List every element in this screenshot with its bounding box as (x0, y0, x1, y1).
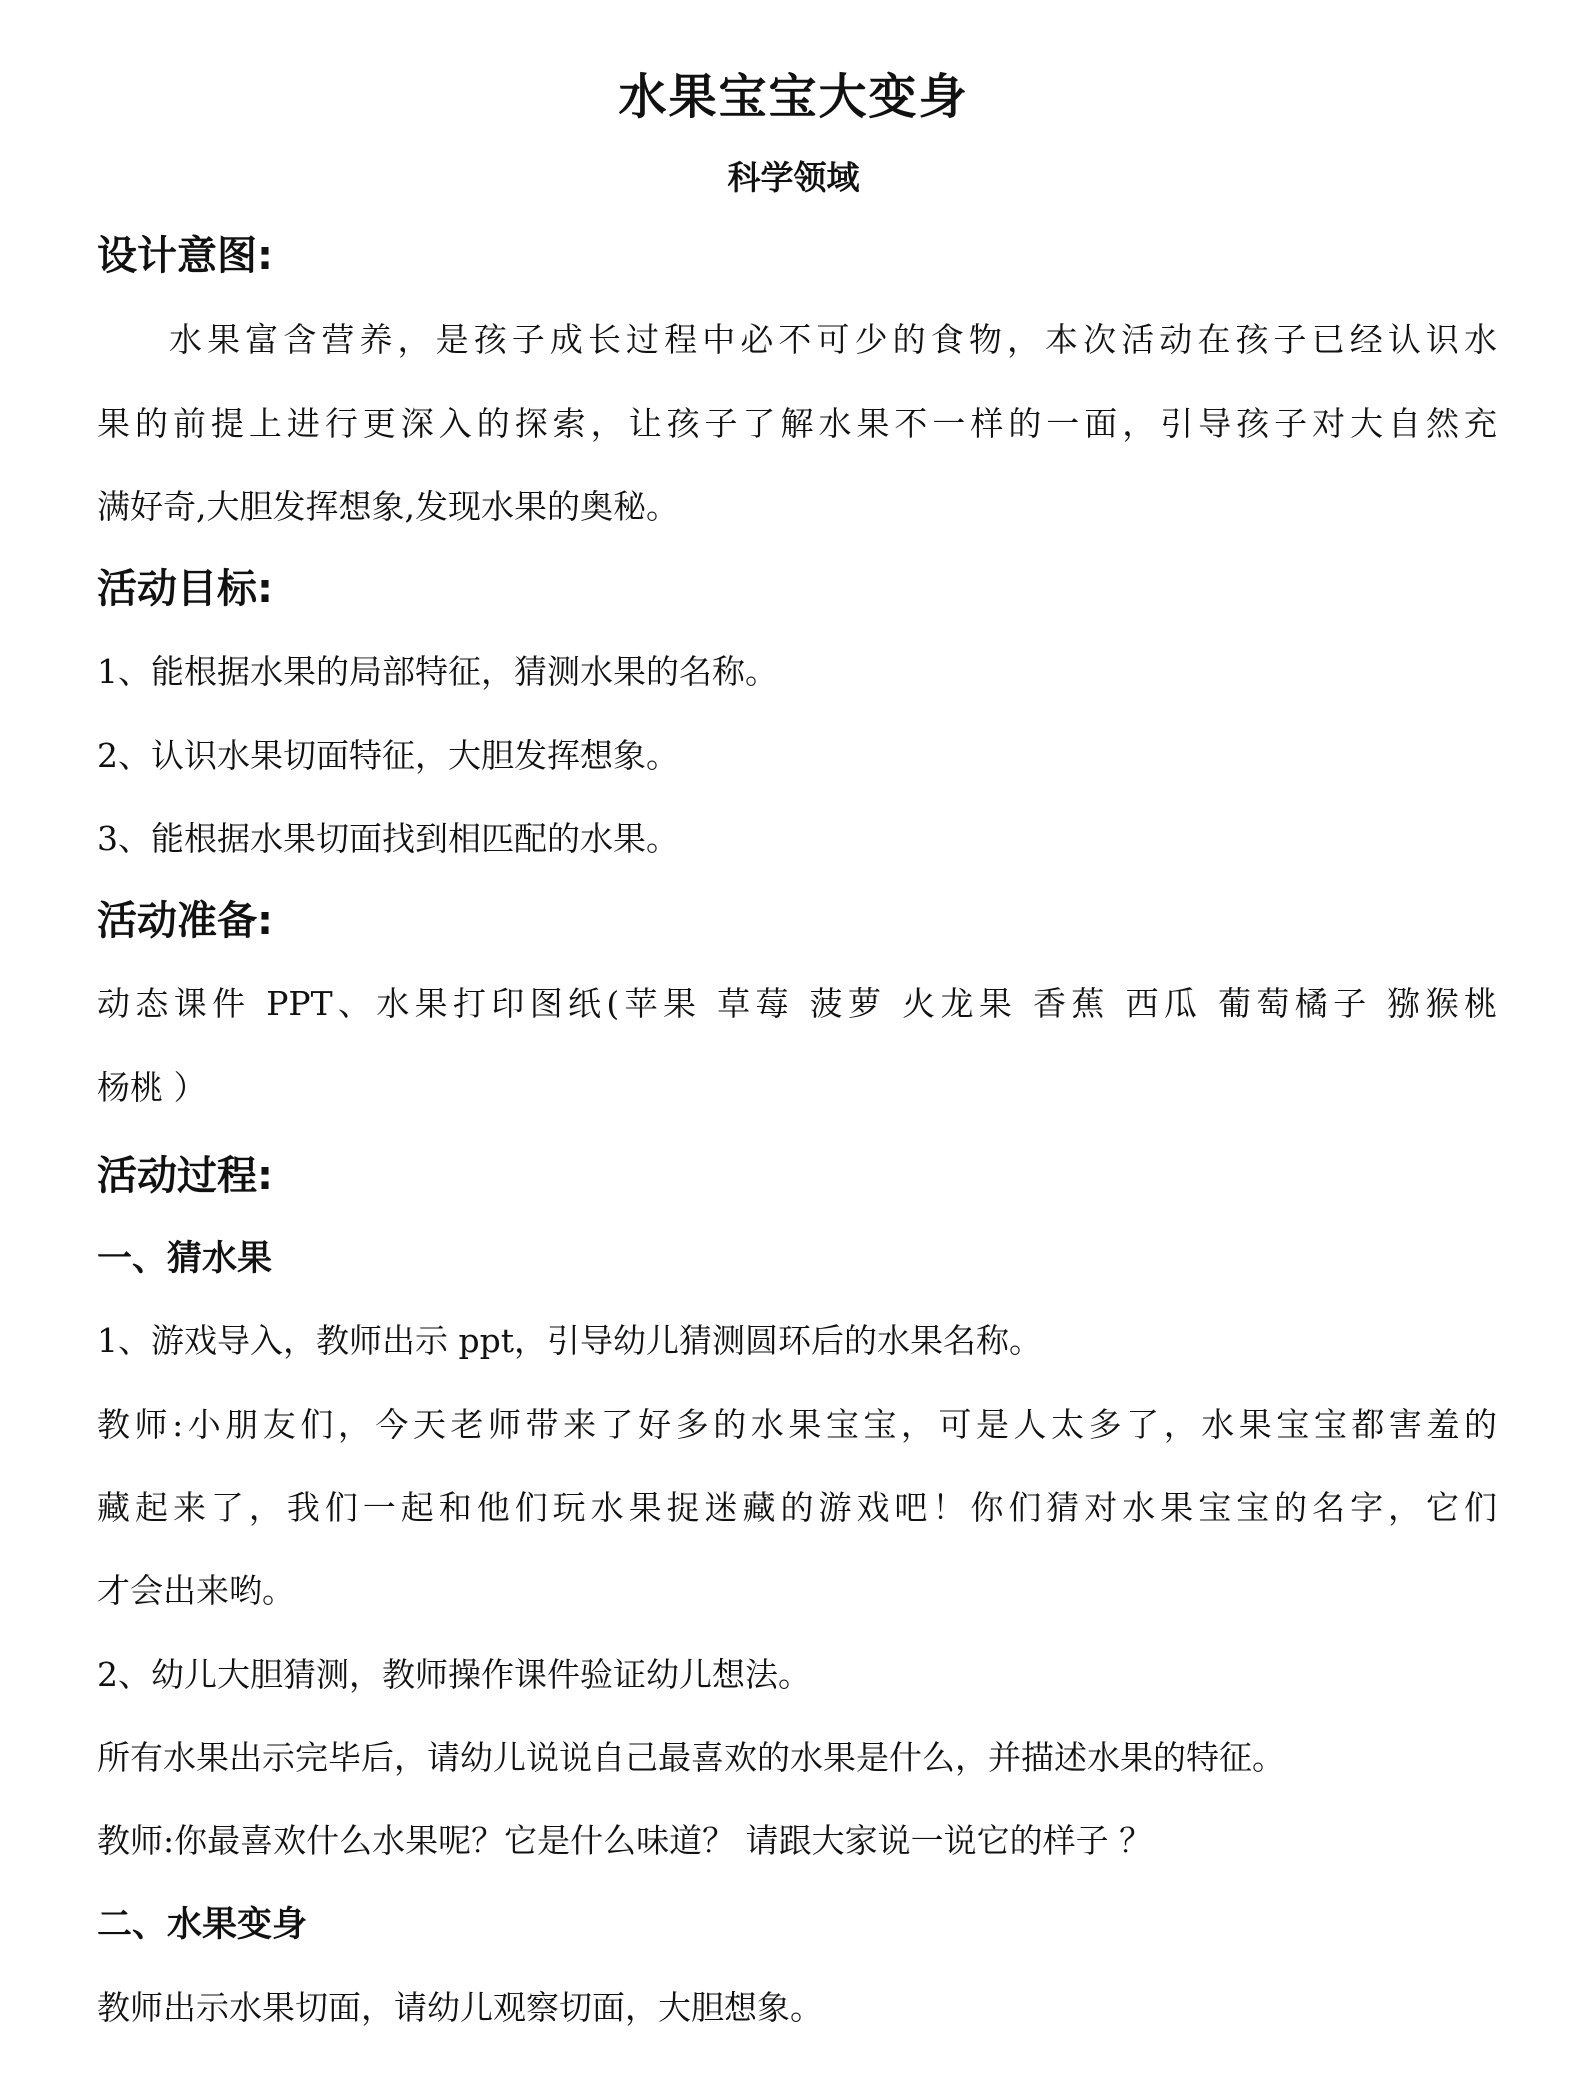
objectives-heading: 活动目标: (97, 566, 273, 612)
document-title: 水果宝宝大变身 (618, 69, 969, 125)
design-intent-line-3: 满好奇,大胆发挥想象,发现水果的奥秘。 (97, 487, 679, 526)
preparation-line-1: 动态课件 PPT、水果打印图纸(苹果 草莓 菠萝 火龙果 香蕉 西瓜 葡萄橘子 猕猴桃 (97, 984, 1497, 1023)
part1-teacher1-line-1: 教师:小朋友们，今天老师带来了好多的水果宝宝，可是人太多了，水果宝宝都害羞的 (97, 1405, 1497, 1444)
part2-text: 教师出示水果切面，请幼儿观察切面，大胆想象。 (97, 1988, 823, 2027)
preparation-heading: 活动准备: (97, 898, 273, 944)
part2-heading: 二、水果变身 (97, 1905, 308, 1945)
part1-step1: 1、游戏导入，教师出示 ppt，引导幼儿猜测圆环后的水果名称。 (97, 1321, 1042, 1360)
design-intent-heading: 设计意图: (97, 233, 273, 279)
part1-step2: 2、幼儿大胆猜测，教师操作课件验证幼儿想法。 (97, 1655, 811, 1694)
document-subtitle: 科学领域 (727, 158, 860, 197)
objective-item-2: 2、认识水果切面特征，大胆发挥想象。 (97, 736, 679, 775)
objective-item-1: 1、能根据水果的局部特征，猜测水果的名称。 (97, 652, 778, 691)
process-heading: 活动过程: (97, 1153, 273, 1199)
part1-after-all: 所有水果出示完毕后，请幼儿说说自己最喜欢的水果是什么，并描述水果的特征。 (97, 1738, 1285, 1777)
objective-item-3: 3、能根据水果切面找到相匹配的水果。 (97, 819, 679, 858)
design-intent-line-2: 果的前提上进行更深入的探索，让孩子了解水果不一样的一面，引导孩子对大自然充 (97, 404, 1497, 443)
part1-teacher1-line-3: 才会出来哟。 (97, 1571, 295, 1610)
part1-heading: 一、猜水果 (97, 1239, 273, 1279)
preparation-line-2: 杨桃 ） (97, 1068, 207, 1107)
part1-teacher2: 教师:你最喜欢什么水果呢？它是什么味道？ 请跟大家说一说它的样子 ？ (97, 1821, 1153, 1860)
part1-teacher1-line-2: 藏起来了，我们一起和他们玩水果捉迷藏的游戏吧！你们猜对水果宝宝的名字，它们 (97, 1488, 1497, 1527)
design-intent-line-1: 水果富含营养，是孩子成长过程中必不可少的食物，本次活动在孩子已经认识水 (169, 320, 1497, 359)
